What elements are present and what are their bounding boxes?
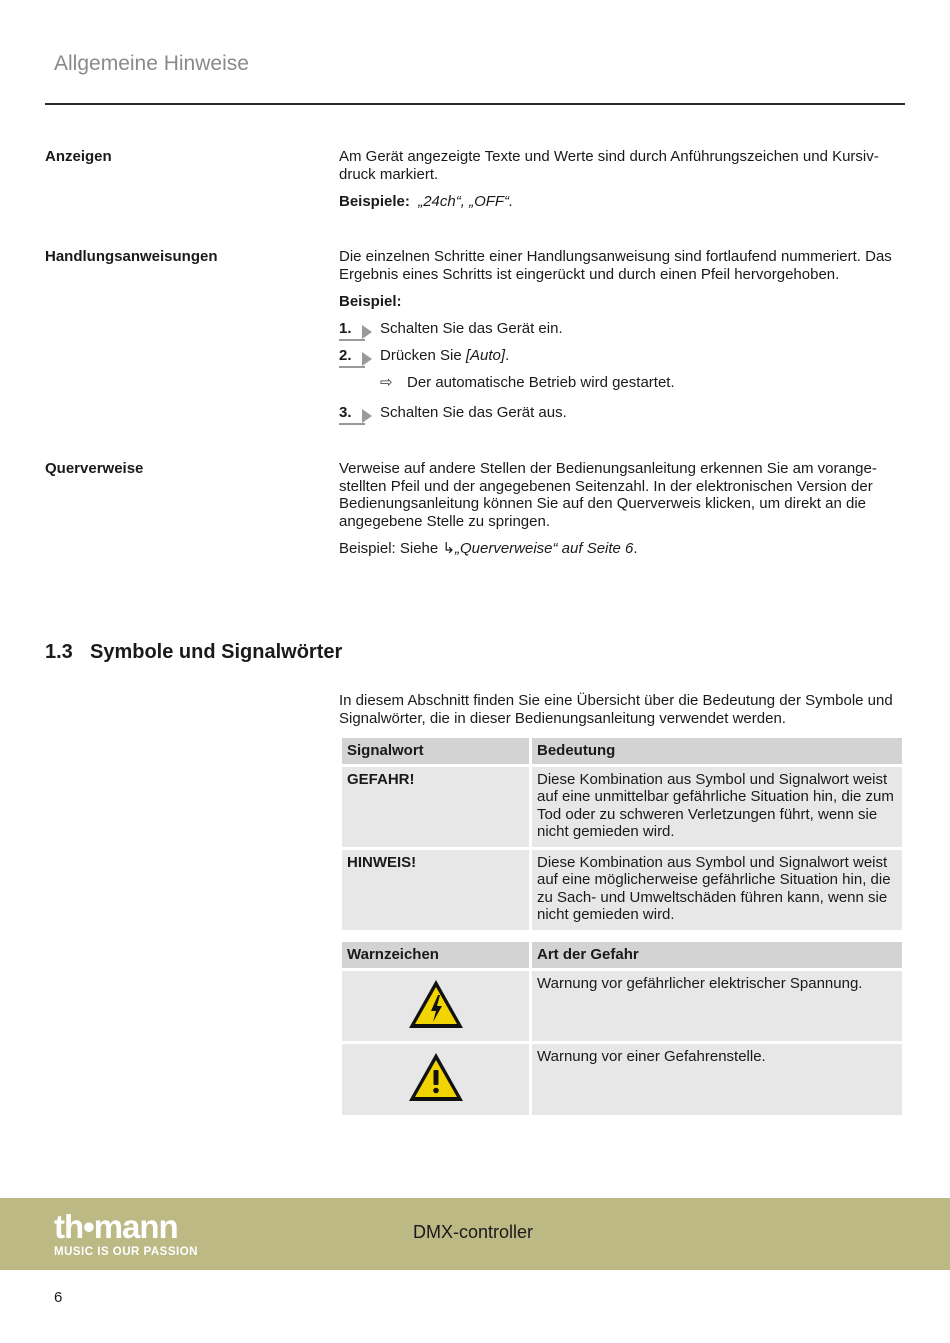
step-key: [Auto] bbox=[465, 347, 506, 364]
warning-icon-cell bbox=[342, 1044, 529, 1115]
step-number: 1. bbox=[339, 320, 352, 337]
anzeigen-text: Am Gerät angezeigte Texte und Werte sind durch Anführungszeichen und Kursivdruck markiert. bbox=[339, 148, 879, 183]
step-underline bbox=[339, 366, 365, 368]
step-arrow-icon bbox=[362, 409, 372, 423]
warning-sign-table bbox=[339, 939, 905, 1118]
header-rule bbox=[45, 103, 905, 105]
signal-word-cell: GEFAHR! bbox=[342, 767, 529, 847]
footer-product-name: DMX-controller bbox=[413, 1222, 534, 1242]
querverweise-example bbox=[339, 540, 905, 558]
step-arrow-icon bbox=[362, 352, 372, 366]
step-text: Schalten Sie das Gerät aus. bbox=[380, 404, 567, 421]
step-number: 3. bbox=[339, 404, 352, 421]
hazard-type-cell: Warnung vor gefährlicher elektrischer Spannung. bbox=[532, 971, 902, 1042]
page-header-title: Allgemeine Hinweise bbox=[54, 52, 249, 75]
electric-hazard-icon bbox=[406, 977, 466, 1031]
step-text bbox=[380, 347, 509, 364]
step-text-suffix: . bbox=[505, 347, 510, 364]
signal-word-cell: HINWEIS! bbox=[342, 850, 529, 930]
anzeigen-example-label: Beispiele: bbox=[339, 193, 410, 210]
step-underline bbox=[339, 423, 365, 425]
cross-reference-link[interactable]: „Querverweise“ auf Seite 6 bbox=[454, 540, 634, 557]
table-header-cell: Warnzeichen bbox=[342, 942, 529, 968]
table-header-cell: Bedeutung bbox=[532, 738, 902, 764]
step-arrow-icon bbox=[362, 325, 372, 339]
signal-word-table bbox=[339, 735, 905, 933]
table-row bbox=[342, 767, 902, 847]
querverweise-example-suffix: . bbox=[633, 540, 638, 557]
step-text: Schalten Sie das Gerät ein. bbox=[380, 320, 563, 337]
general-hazard-icon bbox=[406, 1050, 466, 1104]
cross-reference-arrow-icon: ↳ bbox=[442, 540, 455, 557]
result-arrow-icon: ⇨ bbox=[380, 374, 393, 391]
handlung-label: Handlungsanweisungen bbox=[45, 248, 218, 265]
page-number: 6 bbox=[54, 1289, 63, 1306]
handlung-example-label: Beispiel: bbox=[339, 293, 402, 310]
section-title: Symbole und Signalwörter bbox=[90, 641, 343, 663]
step-text-prefix: Drücken Sie bbox=[380, 347, 466, 364]
warning-icon-cell bbox=[342, 971, 529, 1042]
table-header-cell: Art der Gefahr bbox=[532, 942, 902, 968]
table-header-row bbox=[342, 942, 902, 968]
querverweise-body bbox=[339, 460, 905, 568]
table-row bbox=[342, 850, 902, 930]
querverweise-label: Querverweise bbox=[45, 460, 144, 477]
logo-tagline: MUSIC IS OUR PASSION bbox=[54, 1246, 198, 1258]
handlung-text: Die einzelnen Schritte einer Handlungsanweisung sind fortlaufend nummeriert. Das Ergebnis eines Schritts ist eingerückt und durch einen Pfeil hervorgehoben. bbox=[339, 248, 892, 283]
meaning-cell: Diese Kombination aus Symbol und Signalwort weist auf eine möglicherweise gefährliche Situation hin, die zu Sach- und Umweltschäden führen kann, wenn sie nicht gemieden wird. bbox=[532, 850, 902, 930]
section-heading bbox=[45, 641, 342, 664]
anzeigen-body bbox=[339, 148, 905, 221]
meaning-cell: Diese Kombination aus Symbol und Signalwort weist auf eine unmittelbar gefährliche Situation hin, die zum Tod oder zu schweren Verletzungen führt, wenn sie nicht gemieden wird. bbox=[532, 767, 902, 847]
table-header-cell: Signalwort bbox=[342, 738, 529, 764]
section-number: 1.3 bbox=[45, 641, 73, 663]
querverweise-text: Verweise auf andere Stellen der Bedienungsanleitung erkennen Sie am vorangestellten Pfeil und der angegebenen Seitenzahl. In der elektronischen Version der Bedienungsanleitung können Sie auf den Querverweis klicken, um direkt an die angegebene Stelle zu springen. bbox=[339, 460, 877, 530]
handlung-body bbox=[339, 248, 905, 321]
table-row bbox=[342, 971, 902, 1042]
querverweise-example-prefix: Beispiel: Siehe bbox=[339, 540, 443, 557]
anzeigen-example-value: „24ch“, „OFF“. bbox=[418, 193, 514, 210]
hazard-type-cell: Warnung vor einer Gefahrenstelle. bbox=[532, 1044, 902, 1115]
thomann-logo bbox=[54, 1210, 198, 1258]
anzeigen-example bbox=[339, 193, 905, 211]
step-underline bbox=[339, 339, 365, 341]
step-number: 2. bbox=[339, 347, 352, 364]
anzeigen-label: Anzeigen bbox=[45, 148, 112, 165]
result-text: Der automatische Betrieb wird gestartet. bbox=[407, 374, 675, 391]
table-row bbox=[342, 1044, 902, 1115]
table-header-row bbox=[342, 738, 902, 764]
logo-wordmark: th•mann bbox=[54, 1208, 178, 1245]
section-intro: In diesem Abschnitt finden Sie eine Übersicht über die Bedeutung der Symbole und Signalwörter, die in dieser Bedienungsanleitung verwendet werden. bbox=[339, 692, 893, 727]
